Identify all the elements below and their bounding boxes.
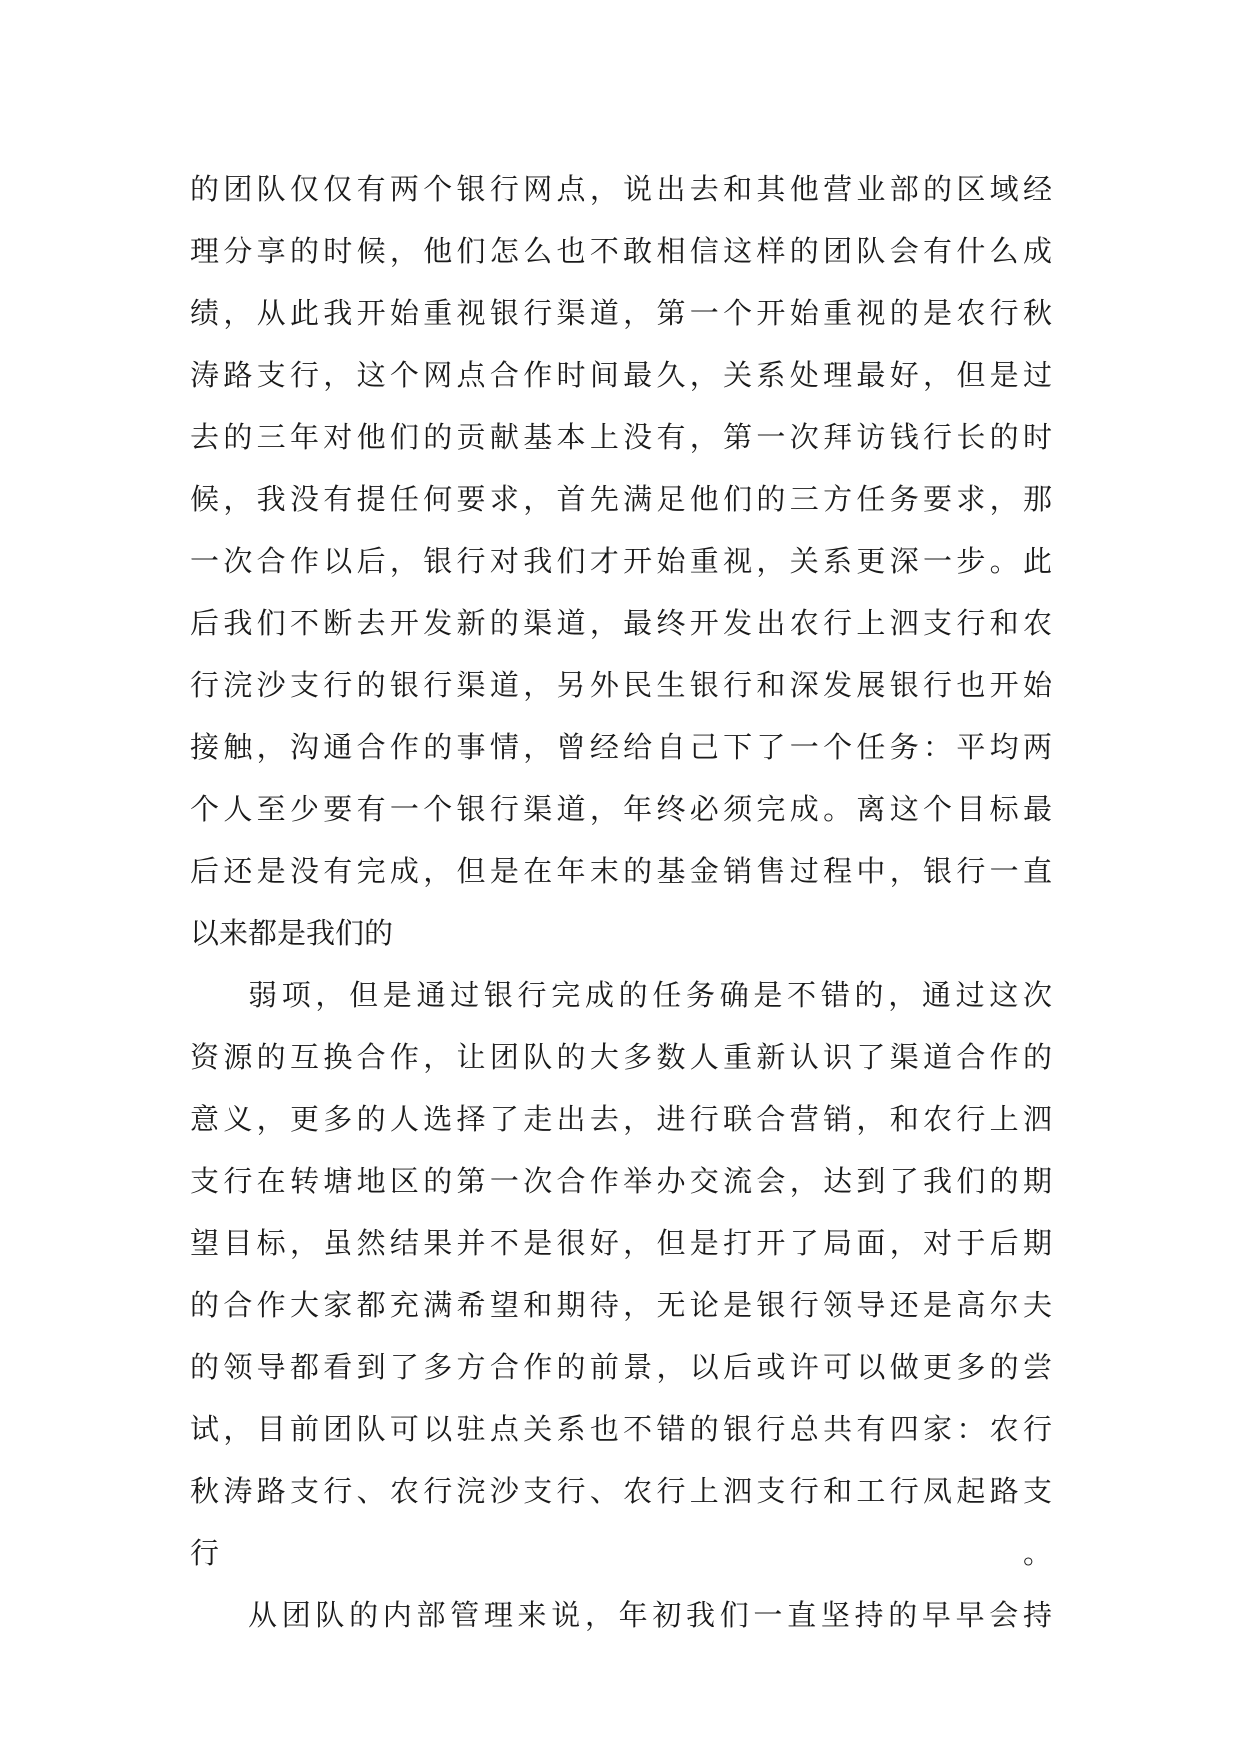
text-line: 资源的互换合作，让团队的大多数人重新认识了渠道合作的: [190, 1040, 1052, 1074]
text-line: 的合作大家都充满希望和期待，无论是银行领导还是高尔夫: [190, 1288, 1052, 1322]
text-line: 试，目前团队可以驻点关系也不错的银行总共有四家：农行: [190, 1412, 1052, 1446]
body-text: [190, 158, 1052, 1646]
text-line: 候，我没有提任何要求，首先满足他们的三方任务要求，那: [190, 482, 1052, 516]
text-line: 以来都是我们的: [190, 916, 394, 950]
text-line: 秋涛路支行、农行浣沙支行、农行上泗支行和工行凤起路支: [190, 1474, 1052, 1508]
text-line: 行。: [190, 1536, 1052, 1570]
text-line: 弱项，但是通过银行完成的任务确是不错的，通过这次: [248, 978, 1052, 1012]
text-line: 理分享的时候，他们怎么也不敢相信这样的团队会有什么成: [190, 234, 1052, 268]
text-line: 的领导都看到了多方合作的前景，以后或许可以做更多的尝: [190, 1350, 1052, 1384]
text-line: 一次合作以后，银行对我们才开始重视，关系更深一步。此: [190, 544, 1052, 578]
text-line: 支行在转塘地区的第一次合作举办交流会，达到了我们的期: [190, 1164, 1052, 1198]
text-line: 涛路支行，这个网点合作时间最久，关系处理最好，但是过: [190, 358, 1052, 392]
text-line: 接触，沟通合作的事情，曾经给自己下了一个任务：平均两: [190, 730, 1052, 764]
text-line: 行浣沙支行的银行渠道，另外民生银行和深发展银行也开始: [190, 668, 1052, 702]
text-line: 后我们不断去开发新的渠道，最终开发出农行上泗支行和农: [190, 606, 1052, 640]
text-line: 个人至少要有一个银行渠道，年终必须完成。离这个目标最: [190, 792, 1052, 826]
text-line: 后还是没有完成，但是在年末的基金销售过程中，银行一直: [190, 854, 1052, 888]
text-line: 的团队仅仅有两个银行网点，说出去和其他营业部的区域经: [190, 172, 1052, 206]
text-line: 去的三年对他们的贡献基本上没有，第一次拜访钱行长的时: [190, 420, 1052, 454]
text-line: 意义，更多的人选择了走出去，进行联合营销，和农行上泗: [190, 1102, 1052, 1136]
text-line: 望目标，虽然结果并不是很好，但是打开了局面，对于后期: [190, 1226, 1052, 1260]
text-line: 从团队的内部管理来说，年初我们一直坚持的早早会持: [248, 1598, 1052, 1632]
text-line: 绩，从此我开始重视银行渠道，第一个开始重视的是农行秋: [190, 296, 1052, 330]
